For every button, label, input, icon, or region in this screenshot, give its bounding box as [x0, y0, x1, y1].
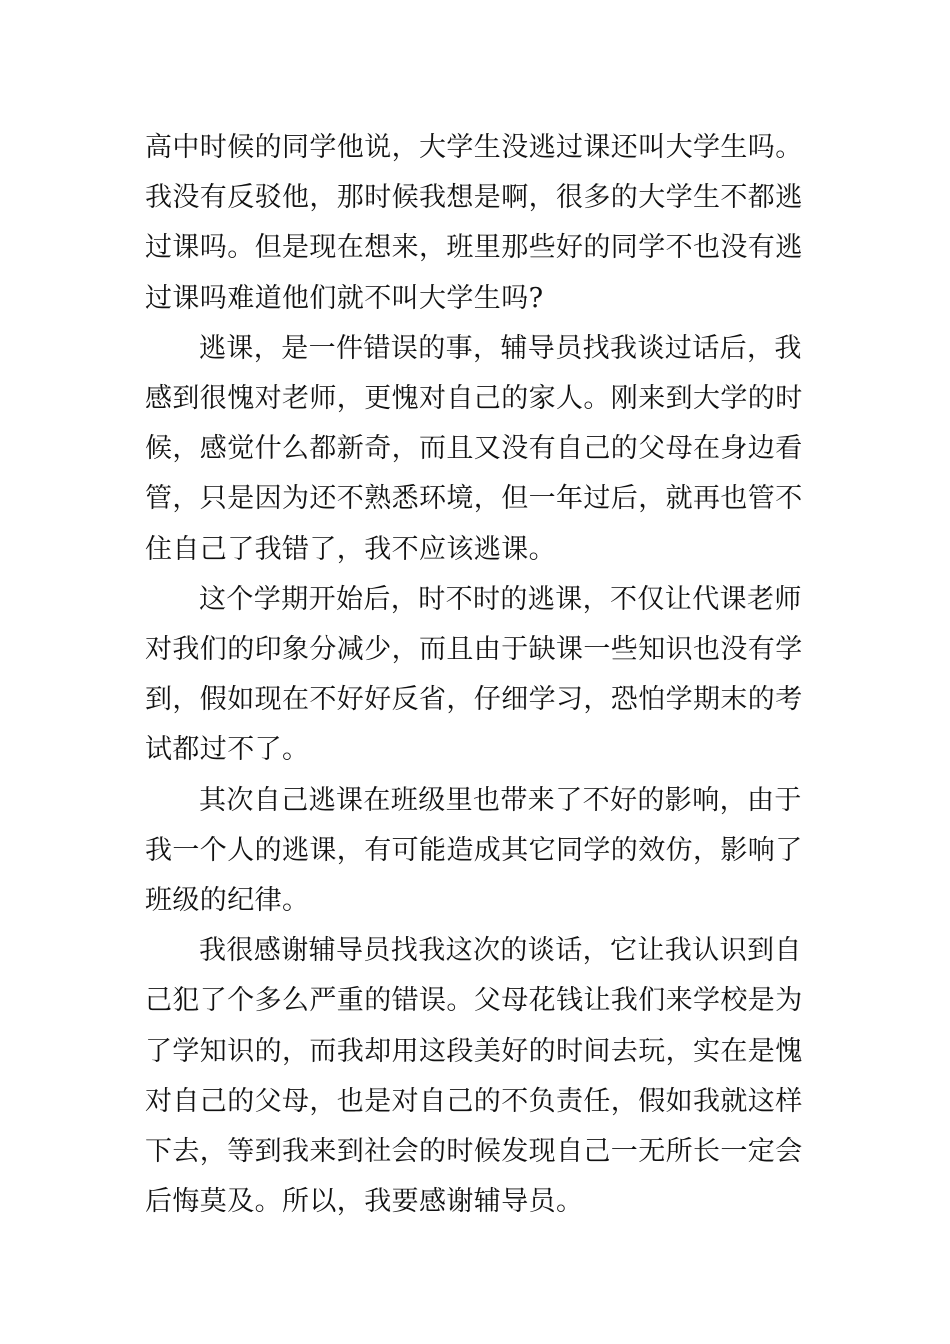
- paragraph-2: 逃课，是一件错误的事，辅导员找我谈过话后，我感到很愧对老师，更愧对自己的家人。刚来到大学的时候，感觉什么都新奇，而且又没有自己的父母在身边看管，只是因为还不熟悉环境，但一年过后，就再也管不住自己了我错了，我不应该逃课。: [145, 332, 803, 565]
- paragraph-3: 这个学期开始后，时不时的逃课，不仅让代课老师对我们的印象分减少，而且由于缺课一些知识也没有学到，假如现在不好好反省，仔细学习，恐怕学期末的考试都过不了。: [145, 583, 803, 766]
- document-body: [145, 123, 807, 1227]
- paragraph-4: 其次自己逃课在班级里也带来了不好的影响，由于我一个人的逃课，有可能造成其它同学的效仿，影响了班级的纪律。: [145, 784, 803, 917]
- paragraph-5: 我很感谢辅导员找我这次的谈话，它让我认识到自己犯了个多么严重的错误。父母花钱让我们来学校是为了学知识的，而我却用这段美好的时间去玩，实在是愧对自己的父母，也是对自己的不负责任，假如我就这样下去，等到我来到社会的时候发现自己一无所长一定会后悔莫及。所以，我要感谢辅导员。: [145, 935, 803, 1218]
- paragraph-1: 高中时候的同学他说，大学生没逃过课还叫大学生吗。我没有反驳他，那时候我想是啊，很多的大学生不都逃过课吗。但是现在想来，班里那些好的同学不也没有逃过课吗难道他们就不叫大学生吗?: [145, 132, 803, 314]
